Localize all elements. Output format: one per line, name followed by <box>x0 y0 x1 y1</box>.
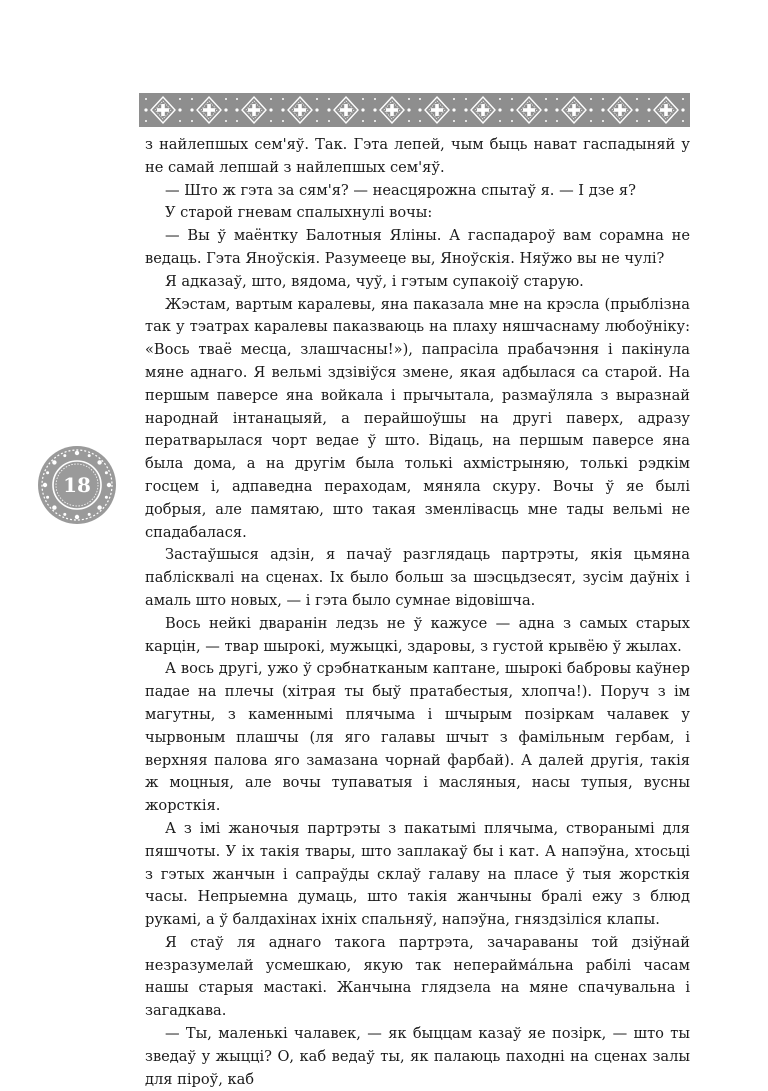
main-text <box>145 134 690 1091</box>
paragraph-11: Я стаў ля аднаго такога партрэта, зачараваны той дзіўнай незразумелай усмешкаю, якую так неперайма́льна рабілі часам нашы старыя мастакі. Жанчына глядзела на мяне спачувальна і загадкава. <box>145 933 690 1020</box>
paragraph-3: У старой гневам спалыхнулі вочы: <box>165 204 433 222</box>
paragraph-12: — Ты, маленькі чалавек, — як быццам казаў яе позірк, — што ты зведаў у жыцці? О, каб ведаў ты, як палаюць паходні на сценах залы для піроў, каб <box>145 1025 690 1088</box>
cross-ornament-icon <box>463 95 503 125</box>
paragraph-1: з найлепшых сем'яў. Так. Гэта лепей, чым быць нават гаспадыняй у не самай лепшай з найлепшых сем'яў. <box>145 136 690 176</box>
cross-ornament-icon <box>554 95 594 125</box>
cross-ornament-icon <box>417 95 457 125</box>
cross-ornament-icon <box>509 95 549 125</box>
paragraph-2: — Што ж гэта за сям'я? — неасцярожна спытаў я. — І дзе я? <box>165 181 636 199</box>
cross-ornament-icon <box>646 95 686 125</box>
paragraph-4: — Вы ў маёнтку Балотныя Яліны. А гаспадароў вам сорамна не ведаць. Гэта Яноўскія. Разумееце вы, Яноўскія. Няўжо вы не чулі? <box>145 227 690 267</box>
paragraph-7: Застаўшыся адзін, я пачаў разглядаць партрэты, якія цьмяна паблісквалі на сценах. Іх было больш за шэсцьдзесят, зусім даўніх і амаль што новых, — і гэта было сумнае відовішча. <box>145 546 690 609</box>
ornament-band <box>139 93 690 127</box>
cross-ornament-icon <box>280 95 320 125</box>
cross-ornament-icon <box>143 95 183 125</box>
cross-ornament-icon <box>600 95 640 125</box>
paragraph-9: А вось другі, ужо ў срэбнатканым каптане, шырокі бабровы каўнер падае на плечы (хітрая ты быў пратабестыя, хлопча!). Поруч з ім магутны, з каменнымі плячыма і шчырым позіркам чалавек у чырвоным плашчы (ля яго галавы шчыт з фамільным гербам, і верхняя палова яго замазана чорнай фарбай). А далей другія, такія ж моцныя, але вочы тупаватыя і масляныя, насы тупыя, вусны жорсткія. <box>145 660 690 815</box>
paragraph-5: Я адказаў, што, вядома, чуў, і гэтым супакоіў старую. <box>165 272 584 290</box>
paragraph-10: А з імі жаночыя партрэты з пакатымі плячыма, створанымі для пяшчоты. У іх такія твары, што заплакаў бы і кат. А напэўна, хтосьці з гэтых жанчын і сапраўды склаў галаву на пласе ў тыя жорсткія часы. Непрыемна думаць, што такія жанчыны бралі ежу з блюд рукамі, а ў балдахінах іхніх спальняў, напэўна, гняздзіліся клапы. <box>145 819 690 929</box>
paragraph-8: Вось нейкі дваранін ледзь не ў кажусе — адна з самых старых карцін, — твар шырокі, мужыцкі, здаровы, з густой крывёю ў жылах. <box>145 614 690 655</box>
cross-ornament-icon <box>372 95 412 125</box>
cross-ornament-icon <box>189 95 229 125</box>
cross-ornament-icon <box>234 95 274 125</box>
page-number: 18 <box>63 473 91 497</box>
paragraph-6: Жэстам, вартым каралевы, яна паказала мне на крэсла (прыблізна так у тэатрах каралевы паказваюць на плаху няшчаснаму любоўніку: «Вось тваё месца, злашчасны!»), папрасіла прабачэння і пакінула мяне аднаго. Я вельмі здзівіўся змене, якая адбылася са старой. На першым паверсе яна войкала і прычытала, размаўляла з выразнай народнай інтанацыяй, а перайшоўшы на другі паверх, адразу ператварылася чорт ведае ў што. Відаць, на першым паверсе яна была дома, а на другім была толькі ахмістрыняю, толькі рэдкім госцем і, адпаведна пераходам, мяняла скуру. Вочы ў яе былі добрыя, але памятаю, што такая зменлівасць мне тады вельмі не спадабалася. <box>145 295 690 541</box>
cross-ornament-icon <box>326 95 366 125</box>
